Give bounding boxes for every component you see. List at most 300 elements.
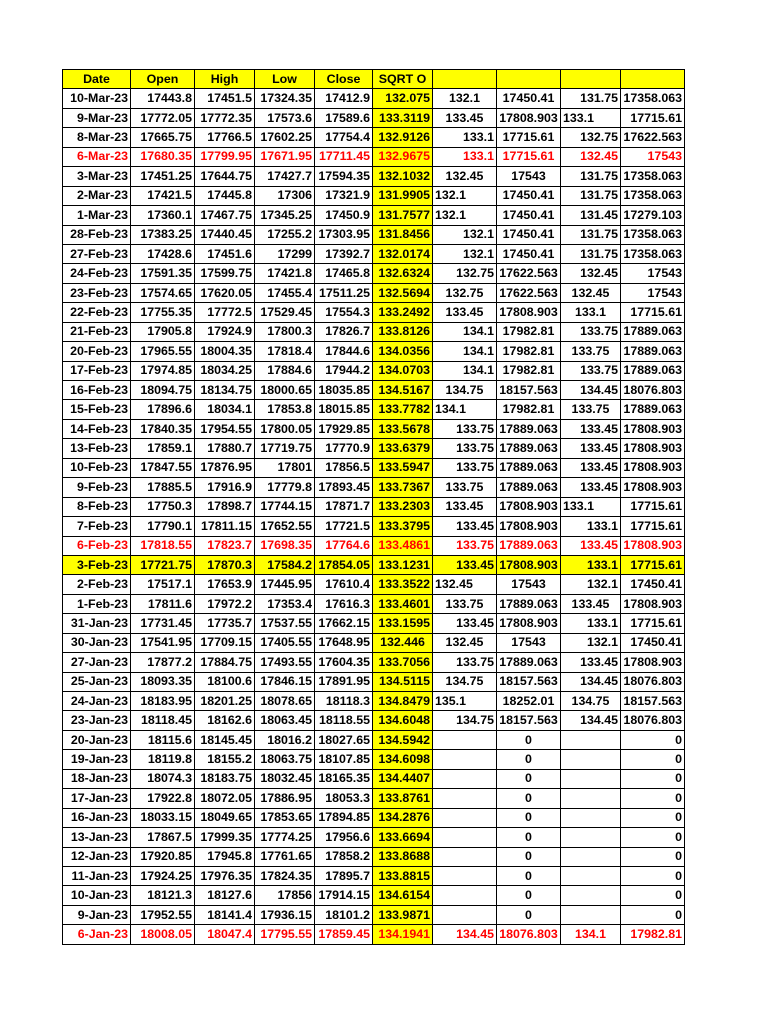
calc-cell-3[interactable]: 134.75 bbox=[561, 692, 621, 711]
calc-cell-2[interactable]: 0 bbox=[497, 750, 561, 769]
calc-cell-4[interactable]: 18157.563 bbox=[621, 692, 685, 711]
date-cell[interactable]: 16-Feb-23 bbox=[63, 381, 131, 400]
calc-cell-1[interactable] bbox=[433, 905, 497, 924]
low-cell[interactable]: 18063.45 bbox=[255, 711, 315, 730]
sqrt-open-cell[interactable]: 133.7367 bbox=[373, 478, 433, 497]
calc-cell-1[interactable]: 133.1 bbox=[433, 128, 497, 147]
sqrt-open-cell[interactable]: 133.7782 bbox=[373, 400, 433, 419]
low-cell[interactable]: 17774.25 bbox=[255, 828, 315, 847]
date-cell[interactable]: 28-Feb-23 bbox=[63, 225, 131, 244]
high-cell[interactable]: 18134.75 bbox=[195, 381, 255, 400]
date-cell[interactable]: 24-Jan-23 bbox=[63, 692, 131, 711]
open-cell[interactable]: 17896.6 bbox=[131, 400, 195, 419]
date-cell[interactable]: 15-Feb-23 bbox=[63, 400, 131, 419]
calc-cell-1[interactable] bbox=[433, 808, 497, 827]
sqrt-open-cell[interactable]: 133.3522 bbox=[373, 575, 433, 594]
close-cell[interactable]: 17616.3 bbox=[315, 594, 373, 613]
open-cell[interactable]: 17750.3 bbox=[131, 497, 195, 516]
calc-cell-4[interactable]: 0 bbox=[621, 886, 685, 905]
calc-cell-3[interactable] bbox=[561, 769, 621, 788]
calc-cell-2[interactable]: 0 bbox=[497, 789, 561, 808]
date-cell[interactable]: 9-Jan-23 bbox=[63, 905, 131, 924]
low-cell[interactable]: 17306 bbox=[255, 186, 315, 205]
calc-cell-4[interactable]: 17450.41 bbox=[621, 575, 685, 594]
open-cell[interactable]: 17772.05 bbox=[131, 108, 195, 127]
open-cell[interactable]: 18115.6 bbox=[131, 730, 195, 749]
high-cell[interactable]: 17870.3 bbox=[195, 555, 255, 574]
calc-cell-1[interactable]: 132.1 bbox=[433, 244, 497, 263]
high-cell[interactable]: 18162.6 bbox=[195, 711, 255, 730]
sqrt-open-cell[interactable]: 133.8815 bbox=[373, 866, 433, 885]
high-cell[interactable]: 18049.65 bbox=[195, 808, 255, 827]
open-cell[interactable]: 17731.45 bbox=[131, 614, 195, 633]
calc-cell-2[interactable]: 17982.81 bbox=[497, 361, 561, 380]
calc-cell-1[interactable] bbox=[433, 847, 497, 866]
low-cell[interactable]: 17445.95 bbox=[255, 575, 315, 594]
calc-cell-3[interactable] bbox=[561, 828, 621, 847]
sqrt-open-cell[interactable]: 134.0703 bbox=[373, 361, 433, 380]
low-cell[interactable]: 17324.35 bbox=[255, 89, 315, 108]
calc-cell-4[interactable]: 17889.063 bbox=[621, 400, 685, 419]
close-cell[interactable]: 17392.7 bbox=[315, 244, 373, 263]
open-cell[interactable]: 17924.25 bbox=[131, 866, 195, 885]
sqrt-open-cell[interactable]: 134.8479 bbox=[373, 692, 433, 711]
open-cell[interactable]: 17383.25 bbox=[131, 225, 195, 244]
high-cell[interactable]: 17467.75 bbox=[195, 206, 255, 225]
calc-cell-2[interactable]: 17622.563 bbox=[497, 264, 561, 283]
calc-cell-4[interactable]: 17358.063 bbox=[621, 244, 685, 263]
date-cell[interactable]: 13-Feb-23 bbox=[63, 439, 131, 458]
calc-cell-1[interactable] bbox=[433, 886, 497, 905]
low-cell[interactable]: 17719.75 bbox=[255, 439, 315, 458]
low-cell[interactable]: 17529.45 bbox=[255, 303, 315, 322]
calc-cell-1[interactable] bbox=[433, 789, 497, 808]
sqrt-open-cell[interactable]: 133.6694 bbox=[373, 828, 433, 847]
calc-cell-4[interactable]: 0 bbox=[621, 730, 685, 749]
low-cell[interactable]: 17427.7 bbox=[255, 167, 315, 186]
col-header-high[interactable]: High bbox=[195, 70, 255, 89]
calc-cell-3[interactable] bbox=[561, 866, 621, 885]
close-cell[interactable]: 17895.7 bbox=[315, 866, 373, 885]
date-cell[interactable]: 10-Feb-23 bbox=[63, 458, 131, 477]
calc-cell-4[interactable]: 18076.803 bbox=[621, 381, 685, 400]
col-header-open[interactable]: Open bbox=[131, 70, 195, 89]
sqrt-open-cell[interactable]: 133.7056 bbox=[373, 653, 433, 672]
col-header-low[interactable]: Low bbox=[255, 70, 315, 89]
calc-cell-1[interactable]: 134.45 bbox=[433, 925, 497, 944]
low-cell[interactable]: 17353.4 bbox=[255, 594, 315, 613]
sqrt-open-cell[interactable]: 131.8456 bbox=[373, 225, 433, 244]
close-cell[interactable]: 17764.6 bbox=[315, 536, 373, 555]
sqrt-open-cell[interactable]: 132.1032 bbox=[373, 167, 433, 186]
date-cell[interactable]: 2-Mar-23 bbox=[63, 186, 131, 205]
calc-cell-2[interactable]: 17543 bbox=[497, 575, 561, 594]
close-cell[interactable]: 18101.2 bbox=[315, 905, 373, 924]
calc-cell-3[interactable] bbox=[561, 750, 621, 769]
open-cell[interactable]: 17905.8 bbox=[131, 322, 195, 341]
low-cell[interactable]: 18016.2 bbox=[255, 730, 315, 749]
calc-cell-3[interactable] bbox=[561, 808, 621, 827]
calc-cell-1[interactable]: 135.1 bbox=[433, 692, 497, 711]
sqrt-open-cell[interactable]: 134.6154 bbox=[373, 886, 433, 905]
open-cell[interactable]: 17591.35 bbox=[131, 264, 195, 283]
date-cell[interactable]: 31-Jan-23 bbox=[63, 614, 131, 633]
open-cell[interactable]: 17922.8 bbox=[131, 789, 195, 808]
calc-cell-3[interactable]: 132.1 bbox=[561, 575, 621, 594]
low-cell[interactable]: 18032.45 bbox=[255, 769, 315, 788]
calc-cell-3[interactable]: 133.45 bbox=[561, 594, 621, 613]
calc-cell-3[interactable] bbox=[561, 789, 621, 808]
close-cell[interactable]: 17554.3 bbox=[315, 303, 373, 322]
calc-cell-1[interactable]: 132.45 bbox=[433, 633, 497, 652]
close-cell[interactable]: 17929.85 bbox=[315, 419, 373, 438]
calc-cell-3[interactable]: 133.45 bbox=[561, 536, 621, 555]
calc-cell-3[interactable]: 134.45 bbox=[561, 381, 621, 400]
open-cell[interactable]: 17517.1 bbox=[131, 575, 195, 594]
sqrt-open-cell[interactable]: 134.1941 bbox=[373, 925, 433, 944]
high-cell[interactable]: 17735.7 bbox=[195, 614, 255, 633]
calc-cell-1[interactable]: 133.75 bbox=[433, 458, 497, 477]
close-cell[interactable]: 17589.6 bbox=[315, 108, 373, 127]
close-cell[interactable]: 17944.2 bbox=[315, 361, 373, 380]
date-cell[interactable]: 20-Feb-23 bbox=[63, 342, 131, 361]
calc-cell-3[interactable]: 133.1 bbox=[561, 555, 621, 574]
sqrt-open-cell[interactable]: 133.3795 bbox=[373, 517, 433, 536]
calc-cell-2[interactable]: 17889.063 bbox=[497, 536, 561, 555]
open-cell[interactable]: 17680.35 bbox=[131, 147, 195, 166]
high-cell[interactable]: 18183.75 bbox=[195, 769, 255, 788]
calc-cell-2[interactable]: 18252.01 bbox=[497, 692, 561, 711]
calc-cell-2[interactable]: 17808.903 bbox=[497, 614, 561, 633]
high-cell[interactable]: 18127.6 bbox=[195, 886, 255, 905]
close-cell[interactable]: 17856.5 bbox=[315, 458, 373, 477]
calc-cell-2[interactable]: 17715.61 bbox=[497, 147, 561, 166]
close-cell[interactable]: 17648.95 bbox=[315, 633, 373, 652]
high-cell[interactable]: 18047.4 bbox=[195, 925, 255, 944]
calc-cell-4[interactable]: 17889.063 bbox=[621, 322, 685, 341]
close-cell[interactable]: 17871.7 bbox=[315, 497, 373, 516]
low-cell[interactable]: 17824.35 bbox=[255, 866, 315, 885]
calc-cell-2[interactable]: 17889.063 bbox=[497, 419, 561, 438]
date-cell[interactable]: 30-Jan-23 bbox=[63, 633, 131, 652]
calc-cell-1[interactable]: 132.1 bbox=[433, 225, 497, 244]
low-cell[interactable]: 18000.65 bbox=[255, 381, 315, 400]
calc-cell-4[interactable]: 17808.903 bbox=[621, 419, 685, 438]
sqrt-open-cell[interactable]: 134.2876 bbox=[373, 808, 433, 827]
sqrt-open-cell[interactable]: 133.8126 bbox=[373, 322, 433, 341]
calc-cell-3[interactable] bbox=[561, 905, 621, 924]
low-cell[interactable]: 17537.55 bbox=[255, 614, 315, 633]
low-cell[interactable]: 17761.65 bbox=[255, 847, 315, 866]
high-cell[interactable]: 17451.6 bbox=[195, 244, 255, 263]
high-cell[interactable]: 18155.2 bbox=[195, 750, 255, 769]
open-cell[interactable]: 18008.05 bbox=[131, 925, 195, 944]
sqrt-open-cell[interactable]: 133.9871 bbox=[373, 905, 433, 924]
calc-cell-2[interactable]: 17808.903 bbox=[497, 555, 561, 574]
close-cell[interactable]: 18015.85 bbox=[315, 400, 373, 419]
calc-cell-1[interactable]: 133.45 bbox=[433, 614, 497, 633]
open-cell[interactable]: 17840.35 bbox=[131, 419, 195, 438]
high-cell[interactable]: 18100.6 bbox=[195, 672, 255, 691]
sqrt-open-cell[interactable]: 131.9905 bbox=[373, 186, 433, 205]
high-cell[interactable]: 17709.15 bbox=[195, 633, 255, 652]
date-cell[interactable]: 27-Feb-23 bbox=[63, 244, 131, 263]
close-cell[interactable]: 17594.35 bbox=[315, 167, 373, 186]
calc-cell-4[interactable]: 0 bbox=[621, 789, 685, 808]
open-cell[interactable]: 17665.75 bbox=[131, 128, 195, 147]
date-cell[interactable]: 8-Mar-23 bbox=[63, 128, 131, 147]
calc-cell-2[interactable]: 17543 bbox=[497, 633, 561, 652]
open-cell[interactable]: 17877.2 bbox=[131, 653, 195, 672]
sqrt-open-cell[interactable]: 134.5167 bbox=[373, 381, 433, 400]
open-cell[interactable]: 17443.8 bbox=[131, 89, 195, 108]
date-cell[interactable]: 3-Mar-23 bbox=[63, 167, 131, 186]
low-cell[interactable]: 17584.2 bbox=[255, 555, 315, 574]
calc-cell-4[interactable]: 17889.063 bbox=[621, 361, 685, 380]
calc-cell-4[interactable]: 18076.803 bbox=[621, 672, 685, 691]
open-cell[interactable]: 17952.55 bbox=[131, 905, 195, 924]
date-cell[interactable]: 3-Feb-23 bbox=[63, 555, 131, 574]
calc-cell-4[interactable]: 0 bbox=[621, 769, 685, 788]
close-cell[interactable]: 17893.45 bbox=[315, 478, 373, 497]
calc-cell-3[interactable]: 133.45 bbox=[561, 458, 621, 477]
col-header-blank-8[interactable] bbox=[497, 70, 561, 89]
close-cell[interactable]: 18107.85 bbox=[315, 750, 373, 769]
calc-cell-2[interactable]: 17889.063 bbox=[497, 478, 561, 497]
open-cell[interactable]: 18093.35 bbox=[131, 672, 195, 691]
date-cell[interactable]: 12-Jan-23 bbox=[63, 847, 131, 866]
high-cell[interactable]: 17972.2 bbox=[195, 594, 255, 613]
open-cell[interactable]: 17885.5 bbox=[131, 478, 195, 497]
sqrt-open-cell[interactable]: 134.6048 bbox=[373, 711, 433, 730]
low-cell[interactable]: 17795.55 bbox=[255, 925, 315, 944]
calc-cell-3[interactable] bbox=[561, 730, 621, 749]
calc-cell-2[interactable]: 17889.063 bbox=[497, 653, 561, 672]
open-cell[interactable]: 17965.55 bbox=[131, 342, 195, 361]
calc-cell-1[interactable]: 133.45 bbox=[433, 497, 497, 516]
high-cell[interactable]: 17653.9 bbox=[195, 575, 255, 594]
close-cell[interactable]: 17854.05 bbox=[315, 555, 373, 574]
date-cell[interactable]: 27-Jan-23 bbox=[63, 653, 131, 672]
low-cell[interactable]: 17602.25 bbox=[255, 128, 315, 147]
sqrt-open-cell[interactable]: 131.7577 bbox=[373, 206, 433, 225]
calc-cell-2[interactable]: 17982.81 bbox=[497, 400, 561, 419]
open-cell[interactable]: 17974.85 bbox=[131, 361, 195, 380]
calc-cell-4[interactable]: 17622.563 bbox=[621, 128, 685, 147]
calc-cell-3[interactable]: 132.75 bbox=[561, 128, 621, 147]
date-cell[interactable]: 21-Feb-23 bbox=[63, 322, 131, 341]
date-cell[interactable]: 8-Feb-23 bbox=[63, 497, 131, 516]
sqrt-open-cell[interactable]: 132.0174 bbox=[373, 244, 433, 263]
calc-cell-4[interactable]: 17358.063 bbox=[621, 167, 685, 186]
high-cell[interactable]: 18072.05 bbox=[195, 789, 255, 808]
calc-cell-4[interactable]: 0 bbox=[621, 808, 685, 827]
calc-cell-2[interactable]: 0 bbox=[497, 808, 561, 827]
sqrt-open-cell[interactable]: 134.5942 bbox=[373, 730, 433, 749]
calc-cell-1[interactable] bbox=[433, 769, 497, 788]
calc-cell-4[interactable]: 17715.61 bbox=[621, 555, 685, 574]
date-cell[interactable]: 11-Jan-23 bbox=[63, 866, 131, 885]
open-cell[interactable]: 17428.6 bbox=[131, 244, 195, 263]
date-cell[interactable]: 9-Feb-23 bbox=[63, 478, 131, 497]
calc-cell-3[interactable]: 131.75 bbox=[561, 244, 621, 263]
calc-cell-2[interactable]: 17808.903 bbox=[497, 497, 561, 516]
col-header-sqrt-open[interactable]: SQRT O bbox=[373, 70, 433, 89]
date-cell[interactable]: 7-Feb-23 bbox=[63, 517, 131, 536]
calc-cell-3[interactable]: 133.45 bbox=[561, 478, 621, 497]
close-cell[interactable]: 18118.3 bbox=[315, 692, 373, 711]
calc-cell-2[interactable]: 17808.903 bbox=[497, 517, 561, 536]
close-cell[interactable]: 18027.65 bbox=[315, 730, 373, 749]
high-cell[interactable]: 17876.95 bbox=[195, 458, 255, 477]
high-cell[interactable]: 17799.95 bbox=[195, 147, 255, 166]
calc-cell-3[interactable]: 131.75 bbox=[561, 225, 621, 244]
close-cell[interactable]: 17844.6 bbox=[315, 342, 373, 361]
calc-cell-3[interactable]: 133.45 bbox=[561, 653, 621, 672]
calc-cell-2[interactable]: 17450.41 bbox=[497, 89, 561, 108]
date-cell[interactable]: 17-Feb-23 bbox=[63, 361, 131, 380]
open-cell[interactable]: 18033.15 bbox=[131, 808, 195, 827]
open-cell[interactable]: 17847.55 bbox=[131, 458, 195, 477]
low-cell[interactable]: 17573.6 bbox=[255, 108, 315, 127]
calc-cell-4[interactable]: 17715.61 bbox=[621, 108, 685, 127]
calc-cell-1[interactable]: 134.75 bbox=[433, 672, 497, 691]
calc-cell-4[interactable]: 17715.61 bbox=[621, 614, 685, 633]
calc-cell-2[interactable]: 0 bbox=[497, 769, 561, 788]
calc-cell-4[interactable]: 17450.41 bbox=[621, 633, 685, 652]
calc-cell-1[interactable] bbox=[433, 750, 497, 769]
high-cell[interactable]: 18201.25 bbox=[195, 692, 255, 711]
high-cell[interactable]: 18034.25 bbox=[195, 361, 255, 380]
calc-cell-4[interactable]: 17889.063 bbox=[621, 342, 685, 361]
close-cell[interactable]: 17450.9 bbox=[315, 206, 373, 225]
low-cell[interactable]: 17493.55 bbox=[255, 653, 315, 672]
high-cell[interactable]: 17976.35 bbox=[195, 866, 255, 885]
calc-cell-1[interactable]: 133.75 bbox=[433, 536, 497, 555]
close-cell[interactable]: 17770.9 bbox=[315, 439, 373, 458]
date-cell[interactable]: 17-Jan-23 bbox=[63, 789, 131, 808]
calc-cell-3[interactable]: 133.45 bbox=[561, 439, 621, 458]
high-cell[interactable]: 17772.5 bbox=[195, 303, 255, 322]
close-cell[interactable]: 17303.95 bbox=[315, 225, 373, 244]
sqrt-open-cell[interactable]: 132.446 bbox=[373, 633, 433, 652]
calc-cell-3[interactable] bbox=[561, 847, 621, 866]
open-cell[interactable]: 17859.1 bbox=[131, 439, 195, 458]
open-cell[interactable]: 18094.75 bbox=[131, 381, 195, 400]
high-cell[interactable]: 17644.75 bbox=[195, 167, 255, 186]
sqrt-open-cell[interactable]: 133.1595 bbox=[373, 614, 433, 633]
calc-cell-1[interactable]: 132.1 bbox=[433, 206, 497, 225]
sqrt-open-cell[interactable]: 134.4407 bbox=[373, 769, 433, 788]
calc-cell-4[interactable]: 17358.063 bbox=[621, 186, 685, 205]
high-cell[interactable]: 17451.5 bbox=[195, 89, 255, 108]
calc-cell-2[interactable]: 17450.41 bbox=[497, 186, 561, 205]
calc-cell-1[interactable]: 132.75 bbox=[433, 283, 497, 302]
low-cell[interactable]: 18078.65 bbox=[255, 692, 315, 711]
calc-cell-3[interactable]: 133.1 bbox=[561, 303, 621, 322]
calc-cell-3[interactable]: 132.45 bbox=[561, 283, 621, 302]
open-cell[interactable]: 18074.3 bbox=[131, 769, 195, 788]
calc-cell-2[interactable]: 17450.41 bbox=[497, 244, 561, 263]
calc-cell-2[interactable]: 18157.563 bbox=[497, 711, 561, 730]
calc-cell-3[interactable]: 131.75 bbox=[561, 89, 621, 108]
open-cell[interactable]: 18183.95 bbox=[131, 692, 195, 711]
date-cell[interactable]: 10-Mar-23 bbox=[63, 89, 131, 108]
high-cell[interactable]: 17440.45 bbox=[195, 225, 255, 244]
close-cell[interactable]: 17511.25 bbox=[315, 283, 373, 302]
calc-cell-2[interactable]: 17982.81 bbox=[497, 322, 561, 341]
calc-cell-2[interactable]: 17808.903 bbox=[497, 303, 561, 322]
close-cell[interactable]: 17610.4 bbox=[315, 575, 373, 594]
open-cell[interactable]: 17755.35 bbox=[131, 303, 195, 322]
close-cell[interactable]: 17604.35 bbox=[315, 653, 373, 672]
sqrt-open-cell[interactable]: 133.4861 bbox=[373, 536, 433, 555]
calc-cell-2[interactable]: 17543 bbox=[497, 167, 561, 186]
calc-cell-2[interactable]: 17450.41 bbox=[497, 225, 561, 244]
date-cell[interactable]: 20-Jan-23 bbox=[63, 730, 131, 749]
calc-cell-3[interactable]: 133.75 bbox=[561, 361, 621, 380]
calc-cell-1[interactable]: 134.1 bbox=[433, 342, 497, 361]
date-cell[interactable]: 23-Jan-23 bbox=[63, 711, 131, 730]
calc-cell-4[interactable]: 0 bbox=[621, 828, 685, 847]
date-cell[interactable]: 6-Jan-23 bbox=[63, 925, 131, 944]
open-cell[interactable]: 17790.1 bbox=[131, 517, 195, 536]
low-cell[interactable]: 17800.05 bbox=[255, 419, 315, 438]
calc-cell-4[interactable]: 18076.803 bbox=[621, 711, 685, 730]
close-cell[interactable]: 17891.95 bbox=[315, 672, 373, 691]
date-cell[interactable]: 13-Jan-23 bbox=[63, 828, 131, 847]
date-cell[interactable]: 6-Mar-23 bbox=[63, 147, 131, 166]
low-cell[interactable]: 17744.15 bbox=[255, 497, 315, 516]
close-cell[interactable]: 17711.45 bbox=[315, 147, 373, 166]
high-cell[interactable]: 17898.7 bbox=[195, 497, 255, 516]
sqrt-open-cell[interactable]: 133.1231 bbox=[373, 555, 433, 574]
high-cell[interactable]: 18034.1 bbox=[195, 400, 255, 419]
calc-cell-3[interactable]: 134.1 bbox=[561, 925, 621, 944]
date-cell[interactable]: 19-Jan-23 bbox=[63, 750, 131, 769]
calc-cell-2[interactable]: 0 bbox=[497, 866, 561, 885]
open-cell[interactable]: 17920.85 bbox=[131, 847, 195, 866]
sqrt-open-cell[interactable]: 133.3119 bbox=[373, 108, 433, 127]
col-header-blank-7[interactable] bbox=[433, 70, 497, 89]
sqrt-open-cell[interactable]: 132.9126 bbox=[373, 128, 433, 147]
high-cell[interactable]: 17811.15 bbox=[195, 517, 255, 536]
open-cell[interactable]: 17360.1 bbox=[131, 206, 195, 225]
sqrt-open-cell[interactable]: 132.075 bbox=[373, 89, 433, 108]
date-cell[interactable]: 18-Jan-23 bbox=[63, 769, 131, 788]
close-cell[interactable]: 17465.8 bbox=[315, 264, 373, 283]
calc-cell-4[interactable]: 17808.903 bbox=[621, 478, 685, 497]
calc-cell-4[interactable]: 17358.063 bbox=[621, 89, 685, 108]
calc-cell-1[interactable]: 132.45 bbox=[433, 575, 497, 594]
sqrt-open-cell[interactable]: 133.6379 bbox=[373, 439, 433, 458]
open-cell[interactable]: 17451.25 bbox=[131, 167, 195, 186]
calc-cell-4[interactable]: 17543 bbox=[621, 264, 685, 283]
high-cell[interactable]: 18145.45 bbox=[195, 730, 255, 749]
calc-cell-2[interactable]: 17808.903 bbox=[497, 108, 561, 127]
open-cell[interactable]: 17721.75 bbox=[131, 555, 195, 574]
calc-cell-2[interactable]: 17450.41 bbox=[497, 206, 561, 225]
date-cell[interactable]: 14-Feb-23 bbox=[63, 419, 131, 438]
low-cell[interactable]: 17255.2 bbox=[255, 225, 315, 244]
calc-cell-1[interactable]: 134.75 bbox=[433, 381, 497, 400]
calc-cell-1[interactable]: 134.1 bbox=[433, 322, 497, 341]
calc-cell-4[interactable]: 17358.063 bbox=[621, 225, 685, 244]
sqrt-open-cell[interactable]: 133.4601 bbox=[373, 594, 433, 613]
high-cell[interactable]: 17945.8 bbox=[195, 847, 255, 866]
calc-cell-3[interactable]: 133.1 bbox=[561, 497, 621, 516]
calc-cell-3[interactable]: 132.45 bbox=[561, 264, 621, 283]
